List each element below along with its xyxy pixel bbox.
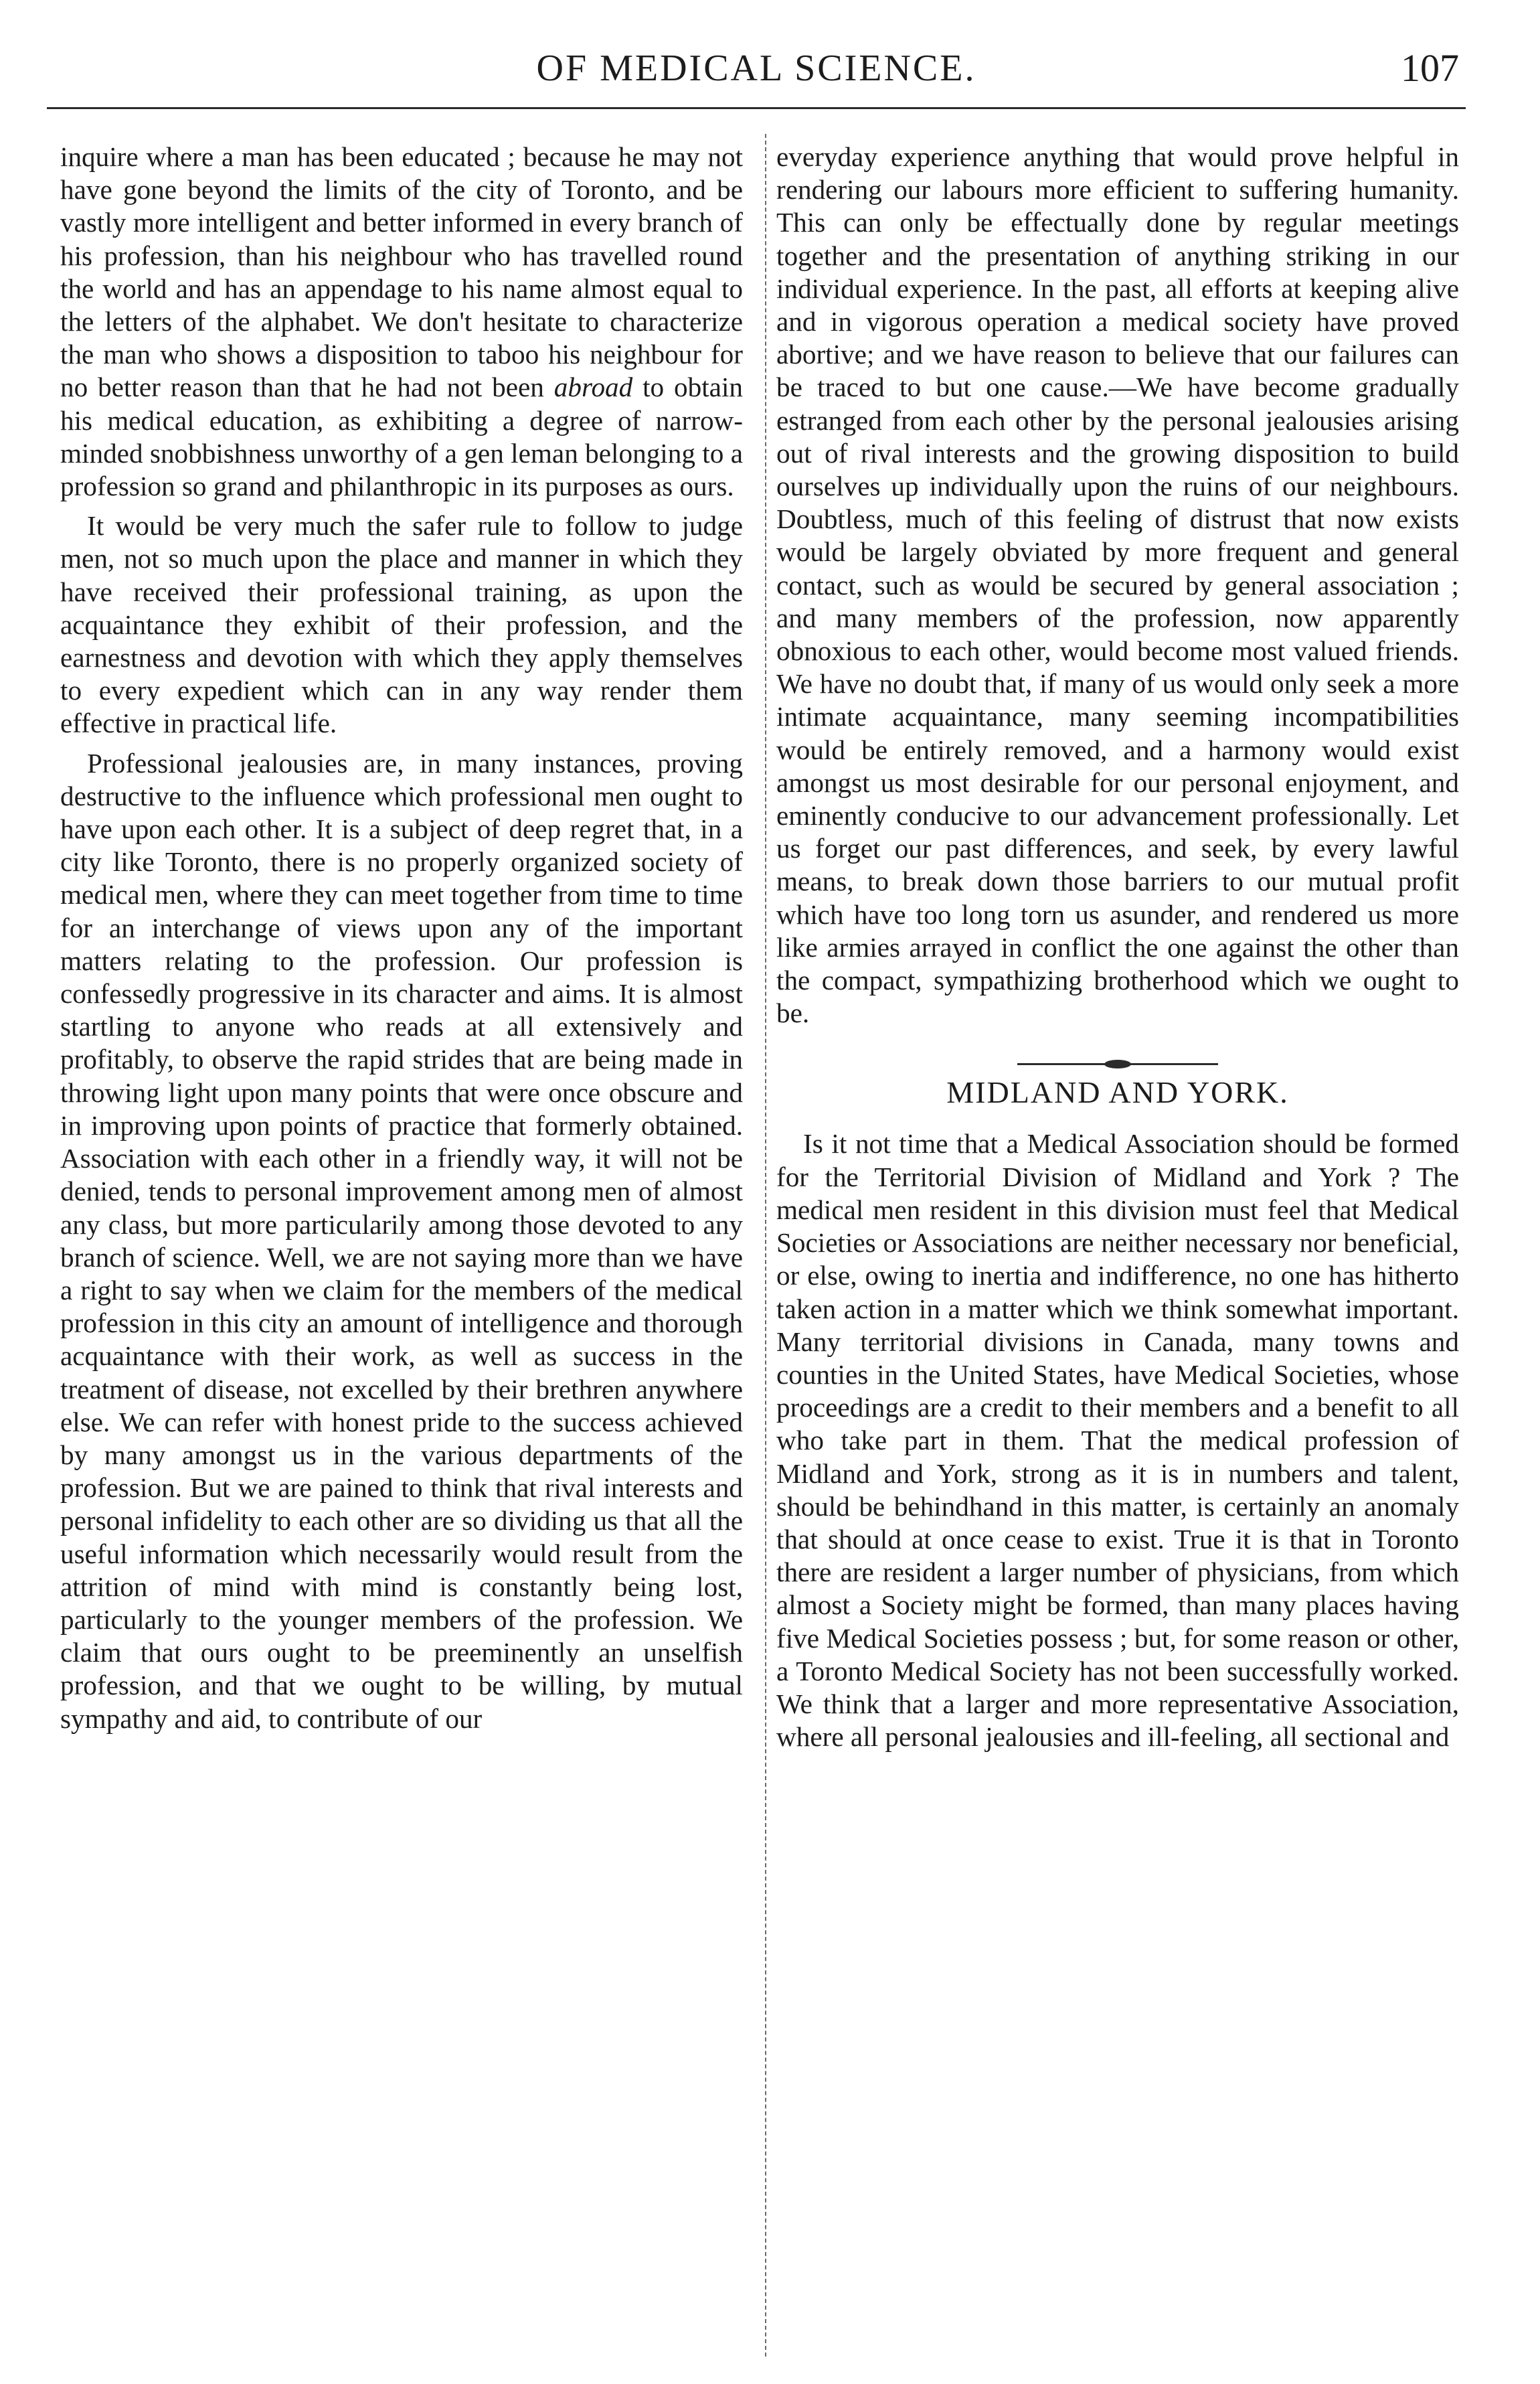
section-heading: MIDLAND AND YORK. [946,1075,1289,1110]
left-column [60,141,743,1742]
column-divider [765,134,766,2357]
page-number: 107 [1401,46,1459,90]
right-column [776,141,1459,1760]
right-paragraph-2: Is it not time that a Medical Association should be formed for the Territorial Division of Midland and York ? The medical men resident in this division must feel that Medical Societies or Associations are neither necessary nor beneficial, or else, owing to inertia and indifference, no one has hitherto taken action in a matter which we think somewhat important. Many territorial divisions in Canada, many towns and counties in the United States, have Medical Societies, whose proceedings are a credit to their members and a benefit to all who take part in them. That the medical profession of Midland and York, strong as it is in numbers and talent, should be behindhand in this matter, is certainly an anomaly that should at once cease to exist. True it is that in Toronto there are resident a larger number of physicians, from which almost a Society might be formed, than many places having five Medical Societies possess ; but, for some reason or other, a Toronto Medical Society has not been successfully worked. We think that a larger and more representative Association, where all personal jealousies and ill-feeling, all sectional and [776,1128,1459,1753]
ornament-line [1017,1063,1218,1065]
left-paragraph-3: Professional jealousies are, in many instances, proving destructive to the influence which professional men ought to have upon each other. It is a subject of deep regret that, in a city like Toronto, there is no properly organized society of medical men, where they can meet together from time to time for an interchange of views upon any of the important matters relating to the profession. Our profession is confessedly progressive in its character and aims. It is almost startling to anyone who reads at all extensively and profitably, to observe the rapid strides that are being made in throwing light upon many points that were once obscure and in improving upon points of practice that formerly obtained. Association with each other in a friendly way, it will not be denied, tends to personal improvement among men of almost any class, but more particularily among those devoted to any branch of science. Well, we are not saying more than we have a right to say when we claim for the members of the medical profession in this city an amount of intelligence and thorough acquaintance with their work, as well as success in the treatment of disease, not excelled by their brethren anywhere else. We can refer with honest pride to the success achieved by many amongst us in the various departments of the profession. But we are pained to think that rival interests and personal infidelity to each other are so dividing us that all the useful information which necessarily would result from the attrition of mind with mind is constantly being lost, particularly to the younger members of the profession. We claim that ours ought to be preeminently an unselfish profession, and that we ought to be willing, by mutual sympathy and aid, to contribute of our [60,747,743,1734]
left-paragraph-1-italic: abroad [553,372,633,403]
left-paragraph-1-text: inquire where a man has been educated ; because he may not have gone beyond the limits of the city of Toronto, and be vastly more intelligent and better informed in every branch of his profession, than his neighbour who has travelled round the world and has an appendage to his name almost equal to the letters of the alphabet. We don't hesitate to characterize the man who shows a disposition to taboo his neighbour for no better reason than that he had not been [60,141,743,403]
left-paragraph-2: It would be very much the safer rule to follow to judge men, not so much upon the place and manner in which they have received their professional training, as upon the acquaintance they exhibit of their profession, and the earnestness and devotion with which they apply themselves to every expedient which can in any way render them effective in practical life. [60,510,743,739]
left-paragraph-1-tail: to obtain his medical education, as exhibiting a degree of narrow-minded snobbishness unworthy of a gen leman belonging to a profession so grand and philanthropic in its purposes as ours. [60,372,743,502]
section-divider-ornament [776,1044,1459,1058]
running-head [54,42,1459,95]
left-paragraph-1 [60,141,743,503]
right-paragraph-1: everyday experience anything that would prove helpful in rendering our labours more efficient to suffering humanity. This can only be effectually done by regular meetings together and the presentation of anything striking in our individual experience. In the past, all efforts at keeping alive and in vigorous operation a medical society have proved abortive; and we have reason to believe that our failures can be traced to but one cause.—We have become gradually estranged from each other by the personal jealousies arising out of rival interests and the growing disposition to build ourselves up individually upon the ruins of our neighbours. Doubtless, much of this feeling of distrust that now exists would be largely obviated by more frequent and general contact, such as would be secured by general association ; and many members of the profession, now apparently obnoxious to each other, would become most valued friends. We have no doubt that, if many of us would only seek a more intimate acquaintance, many seeming incompatibilities would be entirely removed, and a harmony would exist amongst us most desirable for our personal enjoyment, and eminently conducive to our advancement professionally. Let us forget our past differences, and seek, by every lawful means, to break down those barriers to our mutual profit which have too long torn us asunder, and rendered us more like armies arrayed in conflict the one against the other than the compact, sympathizing brotherhood which we ought to be. [776,141,1459,1029]
header-rule [47,107,1466,109]
running-title: OF MEDICAL SCIENCE. [536,48,976,89]
